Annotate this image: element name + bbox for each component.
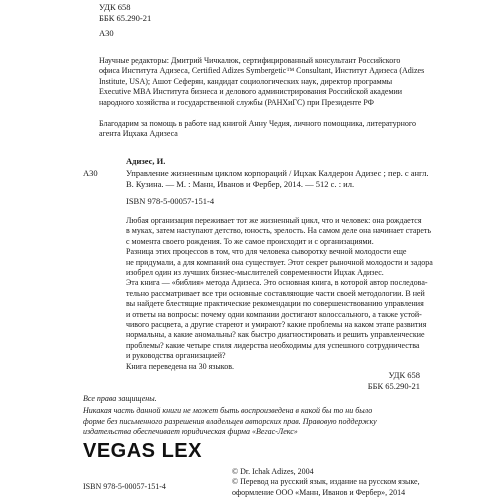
editors-line: Научные редакторы: Дмитрий Чичкалюк, сертифицированный консультант Российского — [99, 56, 401, 65]
header-code: А30 — [99, 28, 114, 38]
copyright-block — [232, 467, 420, 498]
editors-block — [99, 56, 424, 108]
catalog-code: А30 — [83, 168, 98, 178]
editors-line: народного хозяйства и государственной службы (РАНХиГС) при Президенте РФ — [99, 97, 374, 107]
annotation-line: не придумали, а для компаний она существует. Этот секрет рыночной молодости и задора — [126, 257, 433, 267]
annotation-line: и руководства организацией? — [126, 351, 226, 361]
header-codes — [99, 2, 151, 39]
annotation-line: Эта книга — «библия» метода Адизеса. Это основная книга, в которой автор последова- — [126, 278, 428, 288]
footer-bbk: ББК 65.290-21 — [367, 381, 420, 391]
annotation-line: чивого расцвета, а другие стареют и умирают? какие проблемы на каком этапе развития — [126, 320, 427, 330]
annotation-line: нормальны, а какие аномальны? как быстро диагностировать и решить управленческие — [126, 330, 425, 340]
editors-line: офиса Института Адизеса, Certified Adizes Symbergetic™ Consultant, Институт Адизеса (Adizes — [99, 66, 425, 76]
thanks-line: агента Ицхака Адизеса — [99, 129, 178, 139]
editors-line: Executive MBA Института бизнеса и делового администрирования Российской академии — [99, 87, 403, 97]
thanks-block — [99, 119, 416, 140]
rights-line: издательства обеспечивает юридическая фирма «Вегас-Лекс» — [83, 427, 298, 437]
copyright-line: оформление ООО «Манн, Иванов и Фербер», 2014 — [232, 487, 406, 497]
copyright-line: © Dr. Ichak Adizes, 2004 — [232, 467, 314, 476]
header-udk: УДК 658 — [99, 2, 131, 12]
header-bbk: ББК 65.290-21 — [99, 13, 152, 23]
annotation-line: вы найдете блестящие практические рекомендации по совершенствованию управления — [126, 299, 424, 309]
rights-line: Все права защищены. — [83, 394, 157, 403]
catalog-description — [126, 168, 428, 190]
annotation-line: Разница этих процессов в том, что для человека сыворотку вечной молодости еще — [126, 247, 407, 257]
editors-line: Institute, USA); Ашот Сеферян, кандидат социологических наук, директор программы — [99, 76, 393, 86]
rights-line: Никакая часть данной книги не может быть воспроизведена в какой бы то ни было — [83, 406, 373, 416]
annotation-line: тельно рассматривает все три основные составляющие части своей методологии. В ней — [126, 288, 425, 298]
copyright-line: © Перевод на русский язык, издание на русском языке, — [232, 477, 420, 487]
rights-block — [83, 394, 377, 438]
annotation-line: с момента своего рождения. То же самое происходит и с организациями. — [126, 236, 374, 246]
annotation-block — [126, 216, 433, 372]
annotation-line: Книга переведена на 30 языков. — [126, 361, 235, 371]
bottom-isbn: ISBN 978-5-00057-151-4 — [83, 482, 166, 491]
annotation-line: Любая организация переживает тот же жизненный цикл, что и человек: она рождается — [126, 216, 422, 225]
vegas-lex-logo: VEGAS LEX — [83, 440, 202, 462]
catalog-description-line: Управление жизненным циклом корпораций / Ицхак Калдерон Адизес ; пер. с англ. — [126, 168, 429, 178]
annotation-line: и ответы на вопросы: почему одни компании достигают колоссального, а также устой- — [126, 309, 422, 319]
thanks-line: Благодарим за помощь в работе над книгой Анну Чедия, личного помощника, литературного — [99, 119, 416, 128]
catalog-description-line: В. Кузина. — М. : Манн, Иванов и Фербер, 2014. — 512 с. : ил. — [126, 179, 355, 189]
annotation-line: проблемы? какие четыре стиля лидерства необходимы для успешного сотрудничества — [126, 340, 420, 350]
rights-line: форме без письменного разрешения владельцев авторских прав. Правовую поддержку — [83, 416, 377, 426]
annotation-line: изобрел один из лучших бизнес-мыслителей современности Ицхак Адизес. — [126, 268, 384, 278]
catalog-author: Адизес, И. — [126, 156, 166, 166]
footer-udk: УДК 658 — [388, 370, 420, 380]
catalog-isbn: ISBN 978-5-00057-151-4 — [126, 196, 215, 206]
footer-codes — [368, 370, 420, 392]
annotation-line: в муках, затем наступают детство, юность, зрелость. На самом деле она начинает стареть — [126, 226, 432, 236]
